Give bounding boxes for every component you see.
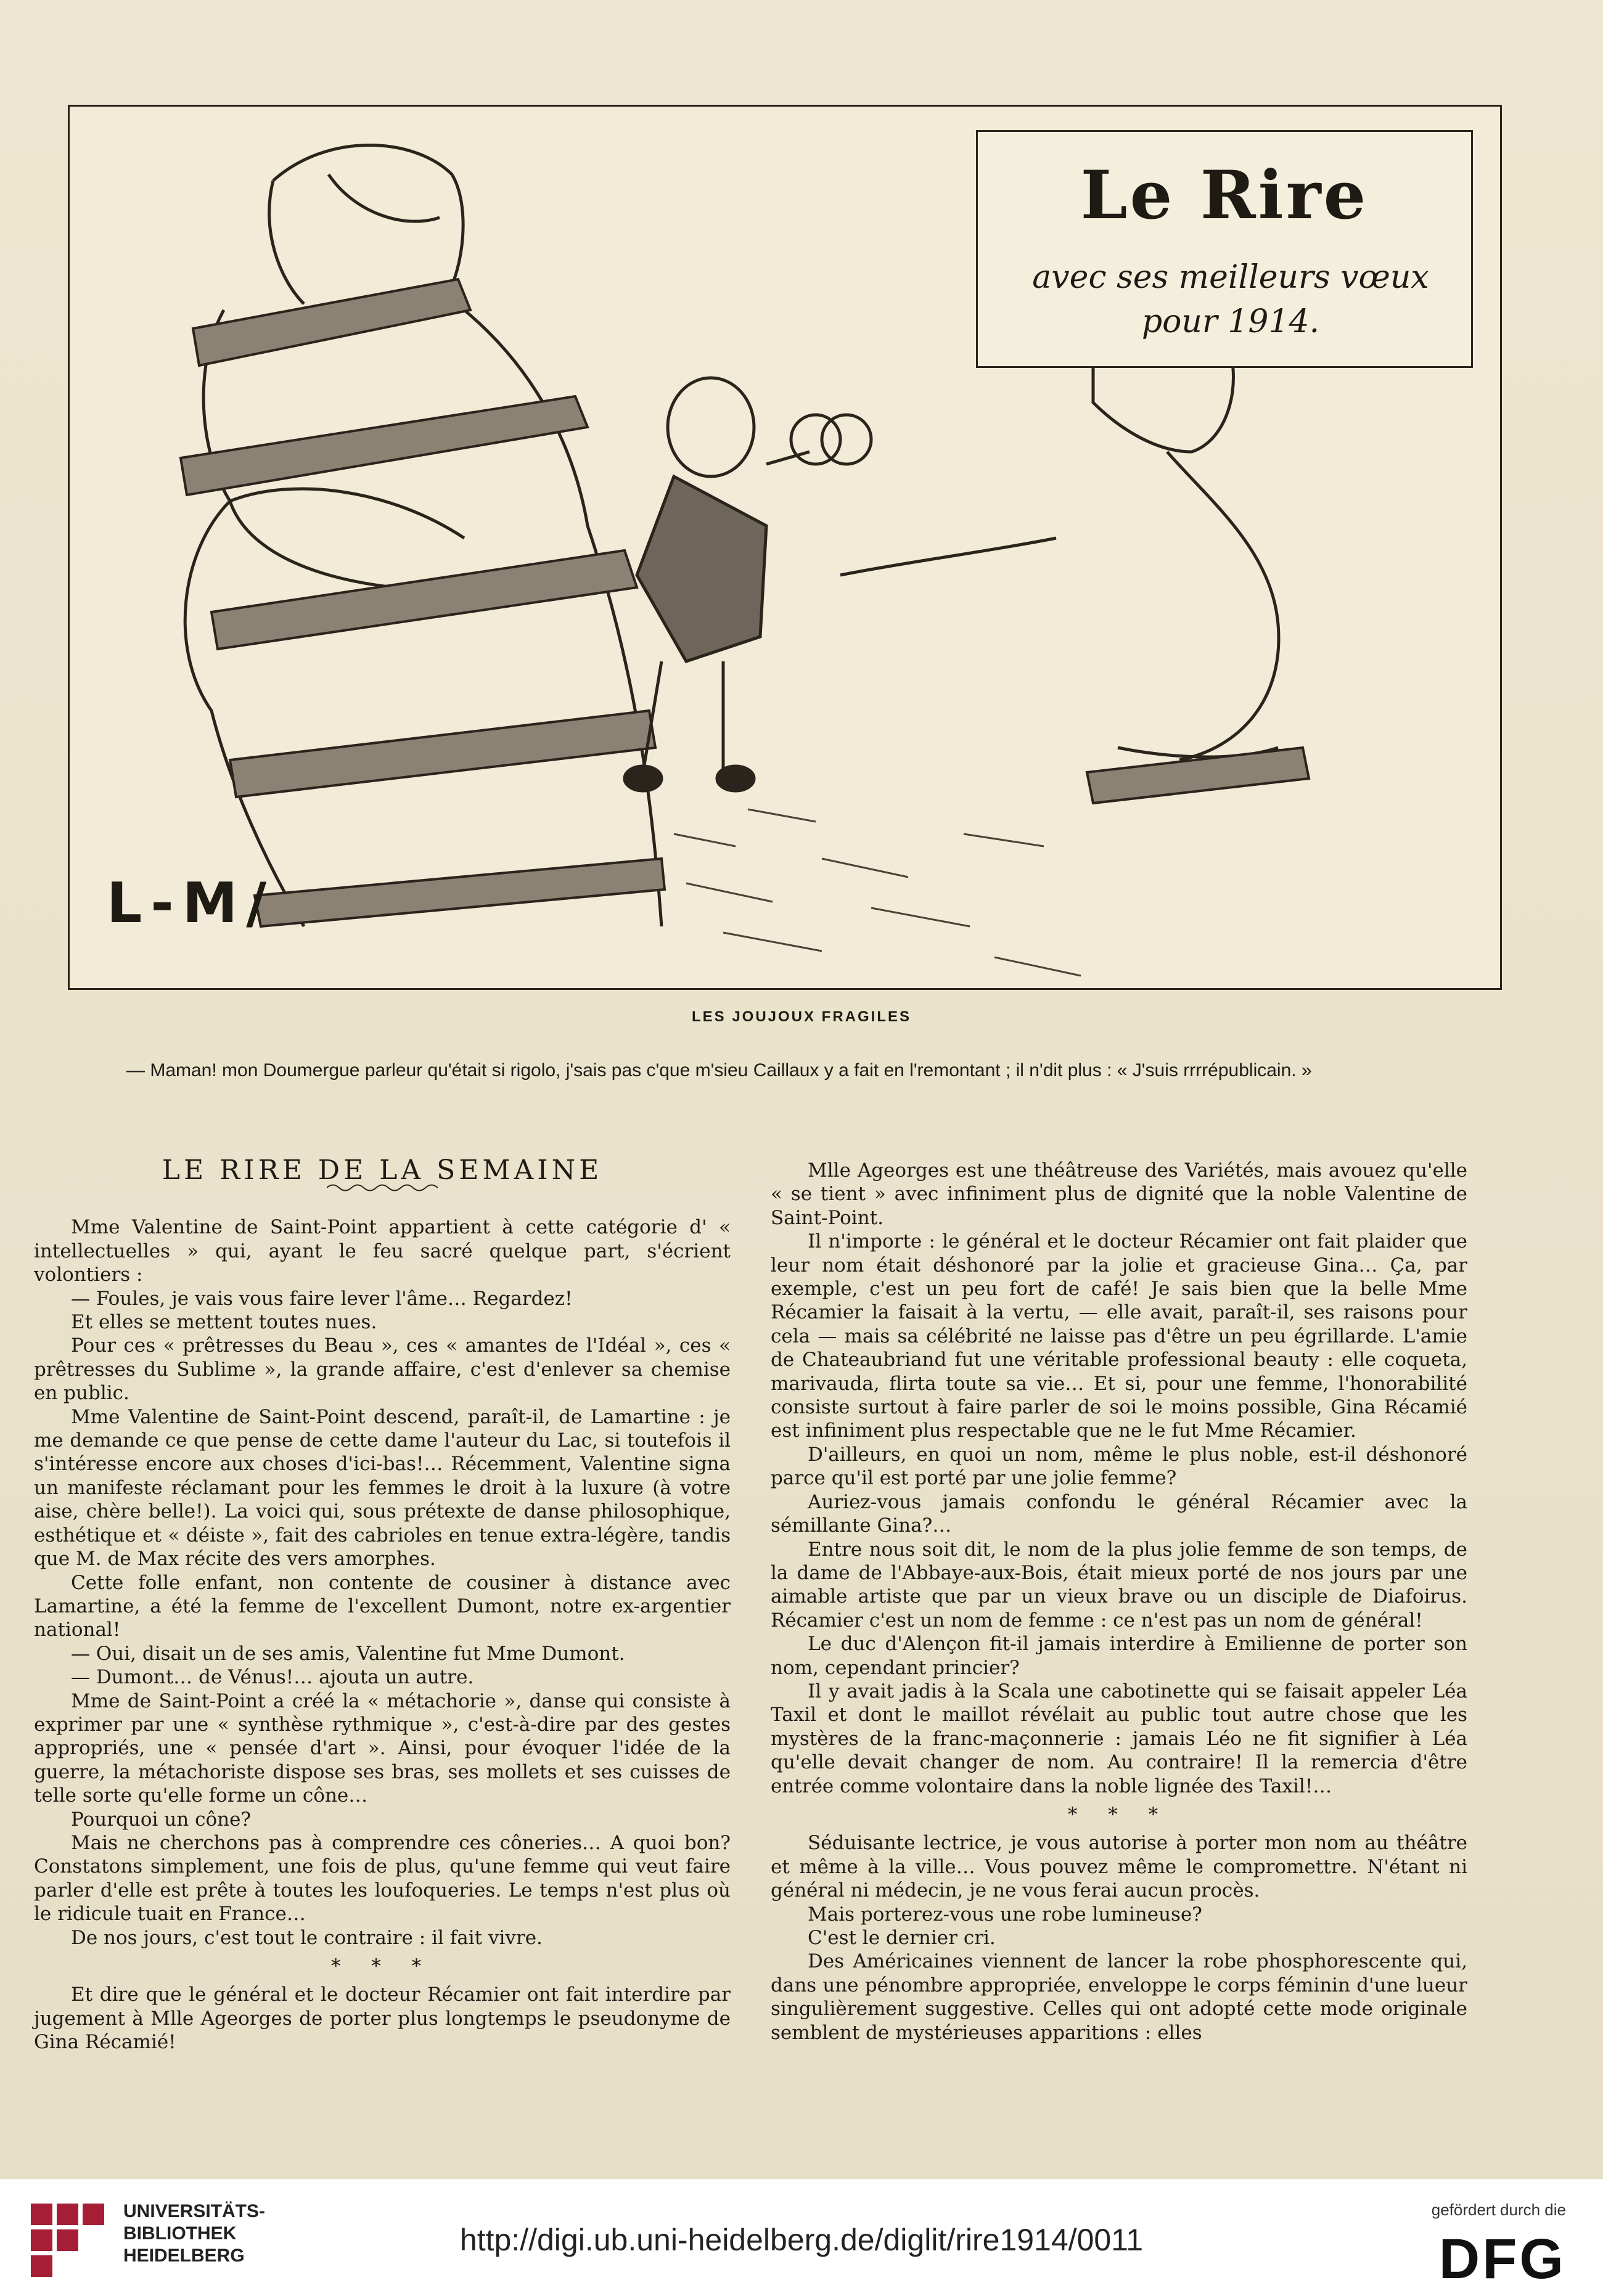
paragraph: D'ailleurs, en quoi un nom, même le plus noble, est-il déshonoré parce qu'il est porté par une jolie femme? xyxy=(771,1443,1467,1490)
paragraph: Des Américaines viennent de lancer la robe phosphorescente qui, dans une pénombre appropriée, enveloppe le corps féminin d'une lueur singulièrement suggestive. Celles qui ont adopté cette mode originale semblent de mystérieuses apparitions : elles xyxy=(771,1950,1467,2044)
right-column xyxy=(771,1159,1467,2045)
paragraph: Auriez-vous jamais confondu le général Récamier avec la sémillante Gina?… xyxy=(771,1490,1467,1537)
cartoon-illustration xyxy=(68,105,1502,990)
paragraph: De nos jours, c'est tout le contraire : il fait vivre. xyxy=(71,1926,543,1949)
caption-text: — Maman! mon Doumergue parleur qu'était si rigolo, j'sais pas c'que m'sieu Caillaux y a fait en l'remontant ; il n'dit plus : « J'suis rrrrépublicain. » xyxy=(126,1060,1312,1081)
card-handwriting xyxy=(1015,255,1446,344)
paragraph: — Dumont… de Vénus!… ajouta un autre. xyxy=(71,1666,474,1689)
section-separator: * * * xyxy=(330,1955,434,1977)
library-name-line: UNIVERSITÄTS- xyxy=(123,2201,266,2221)
paragraph: Et elles se mettent toutes nues. xyxy=(71,1311,377,1334)
digitization-footer xyxy=(0,2179,1603,2296)
paragraph: Il n'importe : le général et le docteur Récamier ont fait plaider que leur nom était déshonoré par la jolie et gracieuse Gina… Ça, par exemple, c'est un peu fort de café! Je sais bien que la belle Mme Récamier la faisait à la vertu, — elle avait, paraît-il, ses raisons pour cela — mais sa célébrité ne laisse pas d'être un peu égrillarde. L'amie de Chateaubriand fut une véritable professional beauty : elle coqueta, marivauda, flirta toute sa vie… Et si, pour une femme, l'honorabilité consiste surtout à faire parler de soi le moins possible, Gina Récamié est infiniment plus respectable que ne le fut Mme Récamier. xyxy=(771,1230,1467,1442)
dfg-logo: DFG xyxy=(1438,2228,1566,2290)
paragraph: Mais porterez-vous une robe lumineuse? xyxy=(808,1903,1202,1926)
paragraph: Pour ces « prêtresses du Beau », ces « amantes de l'Idéal », ces « prêtresses du Sublime », la grande affaire, c'est d'enlever sa chemise en public. xyxy=(34,1334,731,1405)
paragraph: Mme Valentine de Saint-Point appartient à cette catégorie d' « intellectuelles » qui, ayant le feu sacré quelque part, s'écrient volontiers : xyxy=(34,1216,731,1286)
paragraph: Il y avait jadis à la Scala une cabotinette qui se faisait appeler Léa Taxil et dont le maillot révélait au public tout autre chose que les mystères de la franc-maçonnerie : jamais Léo ne fit signifier à Léa qu'elle devait changer de nom. Au contraire! Il la remercia d'être entrée comme volontaire dans la noble lignée des Taxil!… xyxy=(771,1680,1467,1797)
paragraph: Pourquoi un cône? xyxy=(71,1808,252,1831)
left-column xyxy=(34,1154,731,2054)
paragraph: C'est le dernier cri. xyxy=(808,1927,996,1949)
card-title: Le Rire xyxy=(1080,157,1369,234)
paragraph: Mais ne cherchons pas à comprendre ces côneries… A quoi bon? Constatons simplement, une fois de plus, qu'une femme qui veut faire parler d'elle est prête à toutes les loufoqueries. Le temps n'est plus où le ridicule tuait en France… xyxy=(34,1831,731,1926)
card-handwriting-line: pour 1914. xyxy=(1141,303,1320,340)
library-name-line: BIBLIOTHEK xyxy=(123,2223,237,2244)
funding-note: gefördert durch die xyxy=(1431,2200,1566,2219)
article-heading: LE RIRE DE LA SEMAINE xyxy=(162,1154,603,1186)
card-handwriting-line: avec ses meilleurs vœux xyxy=(1032,259,1429,296)
paragraph: Et dire que le général et le docteur Récamier ont fait interdire par jugement à Mlle Ageorges de porter plus longtemps le pseudonyme de Gina Récamié! xyxy=(34,1983,731,2054)
paragraph: Entre nous soit dit, le nom de la plus jolie femme de son temps, de la dame de l'Abbaye-aux-Bois, était mieux porté de nos jours par une aimable artiste que par un vieux brave ou un disciple de Diafoirus. Récamier c'est un nom de femme : ce n'est pas un nom de général! xyxy=(771,1538,1467,1632)
source-url-link[interactable]: http://digi.ub.uni-heidelberg.de/diglit/rire1914/0011 xyxy=(459,2223,1144,2257)
artist-signature: L-M/ xyxy=(107,871,276,936)
paragraph: Cette folle enfant, non contente de cousiner à distance avec Lamartine, a été la femme de l'excellent Dumont, notre ex-argentier national! xyxy=(34,1571,731,1641)
paragraph: — Oui, disait un de ses amis, Valentine fut Mme Dumont. xyxy=(71,1642,625,1665)
le-rire-greeting-card xyxy=(976,130,1473,368)
paragraph: Le duc d'Alençon fit-il jamais interdire à Emilienne de porter son nom, cependant princier? xyxy=(771,1633,1467,1679)
library-name-line: HEIDELBERG xyxy=(123,2245,245,2266)
paragraph: Séduisante lectrice, je vous autorise à porter mon nom au théâtre et même à la ville… Vous pouvez même le compromettre. N'étant ni général ni médecin, je ne vous ferai aucun procès. xyxy=(771,1832,1467,1902)
paragraph: Mlle Ageorges est une théâtreuse des Variétés, mais avouez qu'elle « se tient » avec infiniment plus de dignité que la noble Valentine de Saint-Point. xyxy=(771,1159,1467,1229)
caption-title: LES JOUJOUX FRAGILES xyxy=(691,1008,912,1025)
paragraph: Mme Valentine de Saint-Point descend, paraît-il, de Lamartine : je me demande ce que pense de cette dame l'auteur du Lac, si toutefois il s'intéresse encore aux choses d'ici-bas!… Récemment, Valentine signa un manifeste réclamant pour les femmes le droit à la luxure (à votre aise, chère belle!). La voici qui, sous prétexte de danse philosophique, esthétique et « déiste », fait des cabrioles en tenue extra-légère, tandis que M. de Max récite des vers amorphes. xyxy=(34,1405,731,1571)
paragraph: Mme de Saint-Point a créé la « métachorie », danse qui consiste à exprimer par une « synthèse rythmique », c'est-à-dire par des gestes appropriés, une « pensée d'art ». Ainsi, pour évoquer l'idée de la guerre, la métachoriste dispose ses bras, ses mollets et ses cuisses de telle sorte qu'elle forme un cône… xyxy=(34,1689,731,1807)
paragraph: — Foules, je vais vous faire lever l'âme… Regardez! xyxy=(71,1287,573,1310)
section-separator: * * * xyxy=(1067,1803,1171,1826)
